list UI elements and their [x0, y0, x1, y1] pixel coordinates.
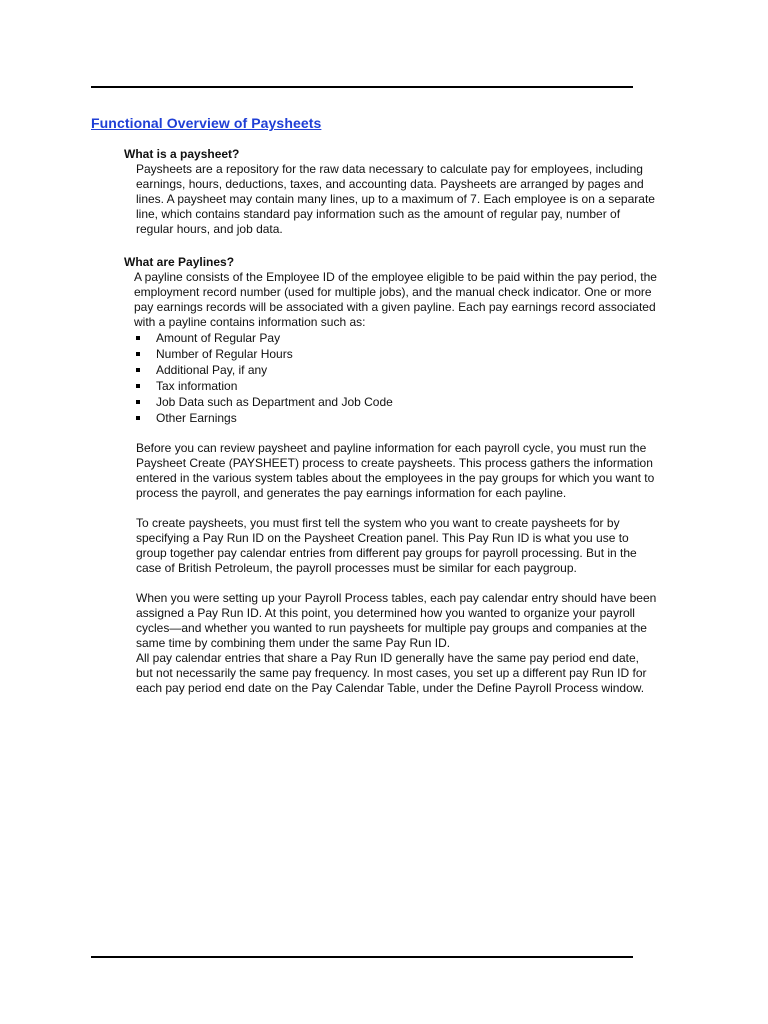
list-item: Other Earnings: [134, 410, 658, 426]
header-rule: [91, 86, 633, 88]
section-heading-paysheet: What is a paysheet?: [124, 147, 240, 161]
payline-info-list: [134, 330, 658, 426]
section-paylines: [124, 255, 664, 696]
list-item: Amount of Regular Pay: [134, 330, 658, 346]
paysheet-create-paragraph: Before you can review paysheet and payline information for each payroll cycle, you must run the Paysheet Create (PAYSHEET) process to create paysheets. This process gathers the information entered in the various system tables about the employees in the pay groups for which you want to process the payroll, and generates the pay earnings information for each payline.: [136, 441, 655, 500]
payroll-process-paragraph: When you were setting up your Payroll Process tables, each pay calendar entry should have been assigned a Pay Run ID. At this point, you determined how you wanted to organize your payroll cycles—and whether you wanted to run paysheets for multiple pay groups and companies at the same time by combining them under the same Pay Run ID.: [136, 591, 657, 650]
section-paysheet: [124, 147, 664, 237]
paylines-intro: A payline consists of the Employee ID of the employee eligible to be paid within the pay period, the employment record number (used for multiple jobs), and the manual check indicator. One or more pay earnings records will be associated with a given payline. Each pay earnings record associated with a payline contains information such as:: [134, 270, 657, 329]
bullet-icon: [136, 416, 140, 420]
list-item: Additional Pay, if any: [134, 362, 658, 378]
paysheet-paragraph: Paysheets are a repository for the raw data necessary to calculate pay for employees, including earnings, hours, deductions, taxes, and accounting data. Paysheets are arranged by pages and lines. A paysheet may contain many lines, up to a maximum of 7. Each employee is on a separate line, which contains standard pay information such as the amount of regular pay, number of regular hours, and job data.: [136, 162, 655, 236]
list-item: Job Data such as Department and Job Code: [134, 394, 658, 410]
spacer: [134, 501, 658, 516]
spacer: [134, 426, 658, 441]
bullet-icon: [136, 400, 140, 404]
section-heading-paylines: What are Paylines?: [124, 255, 235, 269]
footer-rule: [91, 956, 633, 958]
section-body-paylines: [134, 270, 658, 696]
section-body-paysheet: [136, 162, 658, 237]
document-title[interactable]: Functional Overview of Paysheets: [91, 115, 322, 131]
list-item: Tax information: [134, 378, 658, 394]
list-item: Number of Regular Hours: [134, 346, 658, 362]
spacer: [134, 576, 658, 591]
pay-calendar-paragraph: All pay calendar entries that share a Pay Run ID generally have the same pay period end date, but not necessarily the same pay frequency. In most cases, you set up a different pay Run ID for each pay period end date on the Pay Calendar Table, under the Define Payroll Process window.: [136, 651, 647, 695]
bullet-icon: [136, 368, 140, 372]
pay-run-id-paragraph: To create paysheets, you must first tell the system who you want to create paysheets for by specifying a Pay Run ID on the Paysheet Creation panel. This Pay Run ID is what you use to group together pay calendar entries from different pay groups for payroll processing. But in the case of British Petroleum, the payroll processes must be similar for each paygroup.: [136, 516, 637, 575]
bullet-icon: [136, 352, 140, 356]
bullet-icon: [136, 336, 140, 340]
bullet-icon: [136, 384, 140, 388]
